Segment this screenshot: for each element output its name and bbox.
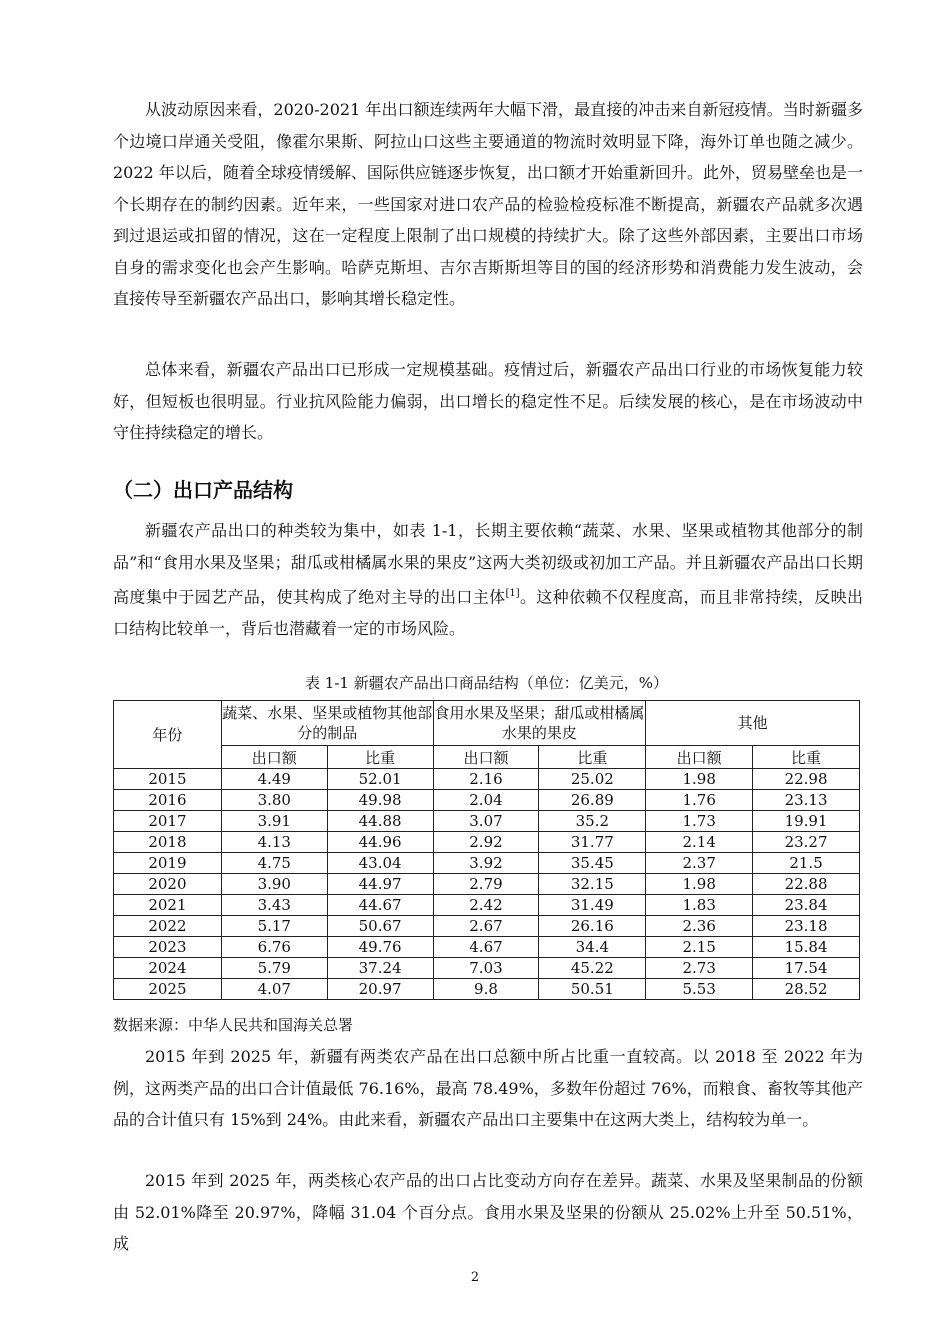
value-cell: 4.75 xyxy=(221,853,327,874)
value-cell: 22.98 xyxy=(753,769,860,790)
value-cell: 2.37 xyxy=(646,853,753,874)
paragraph-trend-analysis: 2015 年到 2025 年，两类核心农产品的出口占比变动方向存在差异。蔬菜、水果及坚果制品的份额由 52.01%降至 20.97%，降幅 31.04 个百分点。食用水果及坚果的份额从 25.02%上升至 50.51%，成 xyxy=(113,1171,863,1253)
value-cell: 7.03 xyxy=(433,958,539,979)
table-row xyxy=(114,769,860,790)
header-share: 比重 xyxy=(327,746,433,769)
header-amount: 出口额 xyxy=(433,746,539,769)
value-cell: 22.88 xyxy=(753,874,860,895)
value-cell: 17.54 xyxy=(753,958,860,979)
value-cell: 23.18 xyxy=(753,916,860,937)
value-cell: 3.80 xyxy=(221,790,327,811)
table-row xyxy=(114,937,860,958)
value-cell: 2.67 xyxy=(433,916,539,937)
table-row xyxy=(114,979,860,1000)
value-cell: 2.42 xyxy=(433,895,539,916)
header-amount: 出口额 xyxy=(646,746,753,769)
value-cell: 15.84 xyxy=(753,937,860,958)
table-row xyxy=(114,958,860,979)
value-cell: 3.90 xyxy=(221,874,327,895)
value-cell: 2.73 xyxy=(646,958,753,979)
value-cell: 37.24 xyxy=(327,958,433,979)
year-cell: 2022 xyxy=(114,916,222,937)
value-cell: 35.2 xyxy=(539,811,646,832)
year-cell: 2018 xyxy=(114,832,222,853)
year-cell: 2021 xyxy=(114,895,222,916)
value-cell: 32.15 xyxy=(539,874,646,895)
value-cell: 50.67 xyxy=(327,916,433,937)
year-cell: 2015 xyxy=(114,769,222,790)
value-cell: 5.17 xyxy=(221,916,327,937)
value-cell: 4.13 xyxy=(221,832,327,853)
table-row xyxy=(114,832,860,853)
year-cell: 2020 xyxy=(114,874,222,895)
paragraph-product-structure xyxy=(113,515,863,644)
section-heading: （二）出口产品结构 xyxy=(113,478,293,502)
value-cell: 1.98 xyxy=(646,769,753,790)
value-cell: 23.13 xyxy=(753,790,860,811)
header-share: 比重 xyxy=(753,746,860,769)
export-structure-table xyxy=(113,700,860,1000)
value-cell: 5.53 xyxy=(646,979,753,1000)
year-cell: 2024 xyxy=(114,958,222,979)
value-cell: 31.49 xyxy=(539,895,646,916)
value-cell: 5.79 xyxy=(221,958,327,979)
value-cell: 44.88 xyxy=(327,811,433,832)
paragraph-text: 。这种依赖不仅程度高，而且非常持续，反映出口结构比较单一，背后也潜藏着一定的市场风险。 xyxy=(113,587,863,638)
value-cell: 2.92 xyxy=(433,832,539,853)
paragraph-summary: 总体来看，新疆农产品出口已形成一定规模基础。疫情过后，新疆农产品出口行业的市场恢复能力较好，但短板也很明显。行业抗风险能力偏弱，出口增长的稳定性不足。后续发展的核心，是在市场波动中守住持续稳定的增长。 xyxy=(113,360,863,442)
year-cell: 2023 xyxy=(114,937,222,958)
value-cell: 44.97 xyxy=(327,874,433,895)
header-group-fruits: 食用水果及坚果；甜瓜或柑橘属水果的果皮 xyxy=(433,701,646,746)
value-cell: 4.67 xyxy=(433,937,539,958)
table-row xyxy=(114,853,860,874)
value-cell: 3.07 xyxy=(433,811,539,832)
header-amount: 出口额 xyxy=(221,746,327,769)
table-body xyxy=(114,769,860,1000)
header-group-other: 其他 xyxy=(646,701,860,746)
value-cell: 19.91 xyxy=(753,811,860,832)
value-cell: 31.77 xyxy=(539,832,646,853)
value-cell: 4.07 xyxy=(221,979,327,1000)
value-cell: 34.4 xyxy=(539,937,646,958)
value-cell: 2.16 xyxy=(433,769,539,790)
value-cell: 44.96 xyxy=(327,832,433,853)
value-cell: 26.89 xyxy=(539,790,646,811)
value-cell: 28.52 xyxy=(753,979,860,1000)
value-cell: 20.97 xyxy=(327,979,433,1000)
value-cell: 3.91 xyxy=(221,811,327,832)
value-cell: 2.14 xyxy=(646,832,753,853)
citation-ref: [1] xyxy=(505,588,520,599)
table-row xyxy=(114,895,860,916)
value-cell: 52.01 xyxy=(327,769,433,790)
year-cell: 2025 xyxy=(114,979,222,1000)
value-cell: 2.79 xyxy=(433,874,539,895)
value-cell: 4.49 xyxy=(221,769,327,790)
value-cell: 1.76 xyxy=(646,790,753,811)
value-cell: 26.16 xyxy=(539,916,646,937)
value-cell: 45.22 xyxy=(539,958,646,979)
value-cell: 1.83 xyxy=(646,895,753,916)
value-cell: 6.76 xyxy=(221,937,327,958)
value-cell: 2.04 xyxy=(433,790,539,811)
value-cell: 43.04 xyxy=(327,853,433,874)
header-share: 比重 xyxy=(539,746,646,769)
paragraph-fluctuation-causes: 从波动原因来看，2020-2021 年出口额连续两年大幅下滑，最直接的冲击来自新冠疫情。当时新疆多个边境口岸通关受阻，像霍尔果斯、阿拉山口这些主要通道的物流时效明显下降，海外订单也随之减少。2022 年以后，随着全球疫情缓解、国际供应链逐步恢复，出口额才开始重新回升。此外，贸易壁垒也是一个长期存在的制约因素。近年来，一些国家对进口农产品的检验检疫标准不断提高，新疆农产品就多次遇到过退运或扣留的情况，这在一定程度上限制了出口规模的持续扩大。除了这些外部因素，主要出口市场自身的需求变化也会产生影响。哈萨克斯坦、吉尔吉斯斯坦等目的国的经济形势和消费能力发生波动，会直接传导至新疆农产品出口，影响其增长稳定性。 xyxy=(113,100,863,308)
header-year: 年份 xyxy=(114,701,222,769)
value-cell: 1.98 xyxy=(646,874,753,895)
table-row xyxy=(114,811,860,832)
paragraph-share-analysis: 2015 年到 2025 年，新疆有两类农产品在出口总额中所占比重一直较高。以 2018 至 2022 年为例，这两类产品的出口合计值最低 76.16%，最高 78.49%，多数年份超过 76%，而粮食、畜牧等其他产品的合计值只有 15%到 24%。由此来看，新疆农产品出口主要集中在这两大类上，结构较为单一。 xyxy=(113,1047,863,1129)
value-cell: 25.02 xyxy=(539,769,646,790)
value-cell: 23.84 xyxy=(753,895,860,916)
value-cell: 1.73 xyxy=(646,811,753,832)
year-cell: 2019 xyxy=(114,853,222,874)
value-cell: 2.15 xyxy=(646,937,753,958)
value-cell: 50.51 xyxy=(539,979,646,1000)
value-cell: 3.92 xyxy=(433,853,539,874)
value-cell: 2.36 xyxy=(646,916,753,937)
value-cell: 44.67 xyxy=(327,895,433,916)
table-row xyxy=(114,916,860,937)
value-cell: 3.43 xyxy=(221,895,327,916)
year-cell: 2017 xyxy=(114,811,222,832)
value-cell: 35.45 xyxy=(539,853,646,874)
value-cell: 49.76 xyxy=(327,937,433,958)
value-cell: 9.8 xyxy=(433,979,539,1000)
header-group-processed: 蔬菜、水果、坚果或植物其他部分的制品 xyxy=(221,701,433,746)
data-source-note: 数据来源：中华人民共和国海关总署 xyxy=(113,1016,354,1034)
table-row xyxy=(114,790,860,811)
table-caption: 表 1-1 新疆农产品出口商品结构（单位：亿美元，%） xyxy=(305,674,668,692)
value-cell: 21.5 xyxy=(753,853,860,874)
table-row xyxy=(114,874,860,895)
value-cell: 23.27 xyxy=(753,832,860,853)
page-number: 2 xyxy=(470,1270,480,1285)
paragraph-text: 新疆农产品出口的种类较为集中，如表 1-1，长期主要依赖“蔬菜、水果、坚果或植物其他部分的制品”和“食用水果及坚果；甜瓜或柑橘属水果的果皮”这两大类初级或初加工产品。并且新疆农产品出口长期高度集中于园艺产品，使其构成了绝对主导的出口主体 xyxy=(113,521,863,607)
value-cell: 49.98 xyxy=(327,790,433,811)
year-cell: 2016 xyxy=(114,790,222,811)
